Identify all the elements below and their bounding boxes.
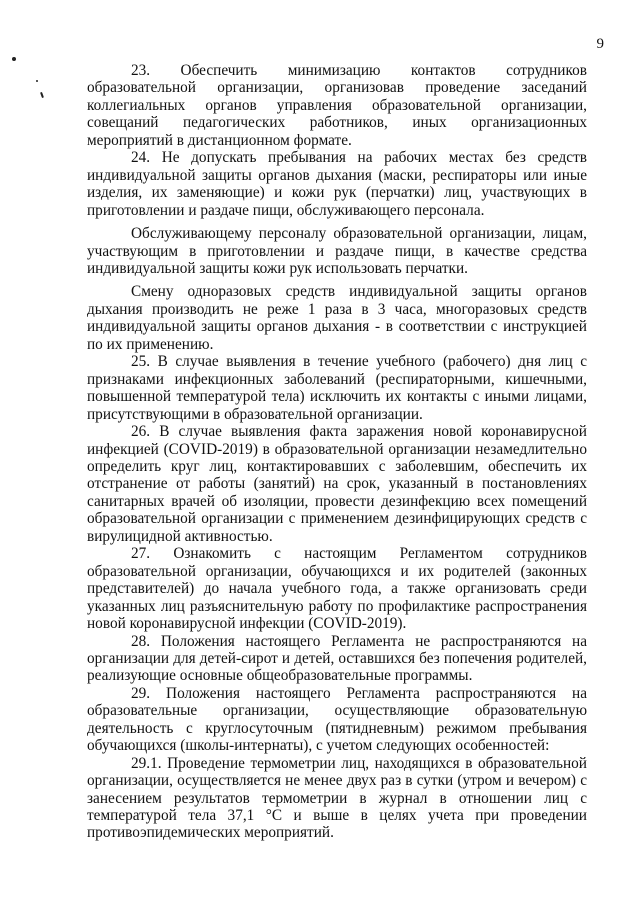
paragraph-25: 25. В случае выявления в течение учебного (рабочего) дня лиц с признаками инфекционных заболеваний (респираторными, кишечными, повышенной температурой тела) исключить их контакты с иными лицами, присутствующими в образовательной организации. bbox=[87, 353, 587, 423]
paragraph-27: 27. Ознакомить с настоящим Регламентом сотрудников образовательной организации, обучающихся и их родителей (законных представителей) до начала учебного года, а также организовать среди указанных лиц разъяснительную работу по профилактике распространения новой коронавирусной инфекции (COVID-2019). bbox=[87, 545, 587, 633]
paragraph-23: 23. Обеспечить минимизацию контактов сотрудников образовательной организации, организовав проведение заседаний коллегиальных органов управления образовательной организации, совещаний педагогических работников, иных организационных мероприятий в дистанционном формате. bbox=[87, 62, 587, 149]
paragraph-24-gloves: Обслуживающему персоналу образовательной организации, лицам, участвующим в приготовлении и раздаче пищи, в качестве средства индивидуальной защиты кожи рук использовать перчатки. bbox=[87, 225, 587, 277]
scan-speck bbox=[36, 80, 38, 82]
paragraph-24-masks: Смену одноразовых средств индивидуальной защиты органов дыхания производить не реже 1 раза в 3 часа, многоразовых средств индивидуальной защиты органов дыхания - в соответствии с инструкцией по их применению. bbox=[87, 283, 587, 353]
scan-speck bbox=[12, 57, 16, 61]
scan-speck bbox=[40, 92, 44, 98]
paragraph-29-1: 29.1. Проведение термометрии лиц, находящихся в образовательной организации, осуществляется не менее двух раз в сутки (утром и вечером) с занесением результатов термометрии в журнал в отношении лиц с температурой тела 37,1 °С и выше в целях учета при проведении противоэпидемических мероприятий. bbox=[87, 754, 587, 842]
paragraph-24: 24. Не допускать пребывания на рабочих местах без средств индивидуальной защиты органов дыхания (маски, респираторы или иные изделия, их заменяющие) и кожи рук (перчатки) лиц, участвующих в приготовлении и раздаче пищи, обслуживающего персонала. bbox=[87, 149, 587, 219]
document-body bbox=[87, 62, 587, 842]
paragraph-29: 29. Положения настоящего Регламента распространяются на образовательные организации, осуществляющие образовательную деятельность с круглосуточным (пятидневным) режимом пребывания обучающихся (школы-интернаты), с учетом следующих особенностей: bbox=[87, 684, 587, 755]
page-number: 9 bbox=[596, 36, 604, 52]
paragraph-26: 26. В случае выявления факта заражения новой коронавирусной инфекцией (COVID-2019) в образовательной организации незамедлительно определить круг лиц, контактировавших с заболевшим, обеспечить их отстранение от работы (занятий) на срок, указанный в постановлениях санитарных врачей об изоляции, провести дезинфекцию всех помещений образовательной организации с применением дезинфицирующих средств с вирулицидной активностью. bbox=[87, 423, 587, 545]
paragraph-28: 28. Положения настоящего Регламента не распространяются на организации для детей-сирот и детей, оставшихся без попечения родителей, реализующие основные общеобразовательные программы. bbox=[87, 632, 587, 685]
